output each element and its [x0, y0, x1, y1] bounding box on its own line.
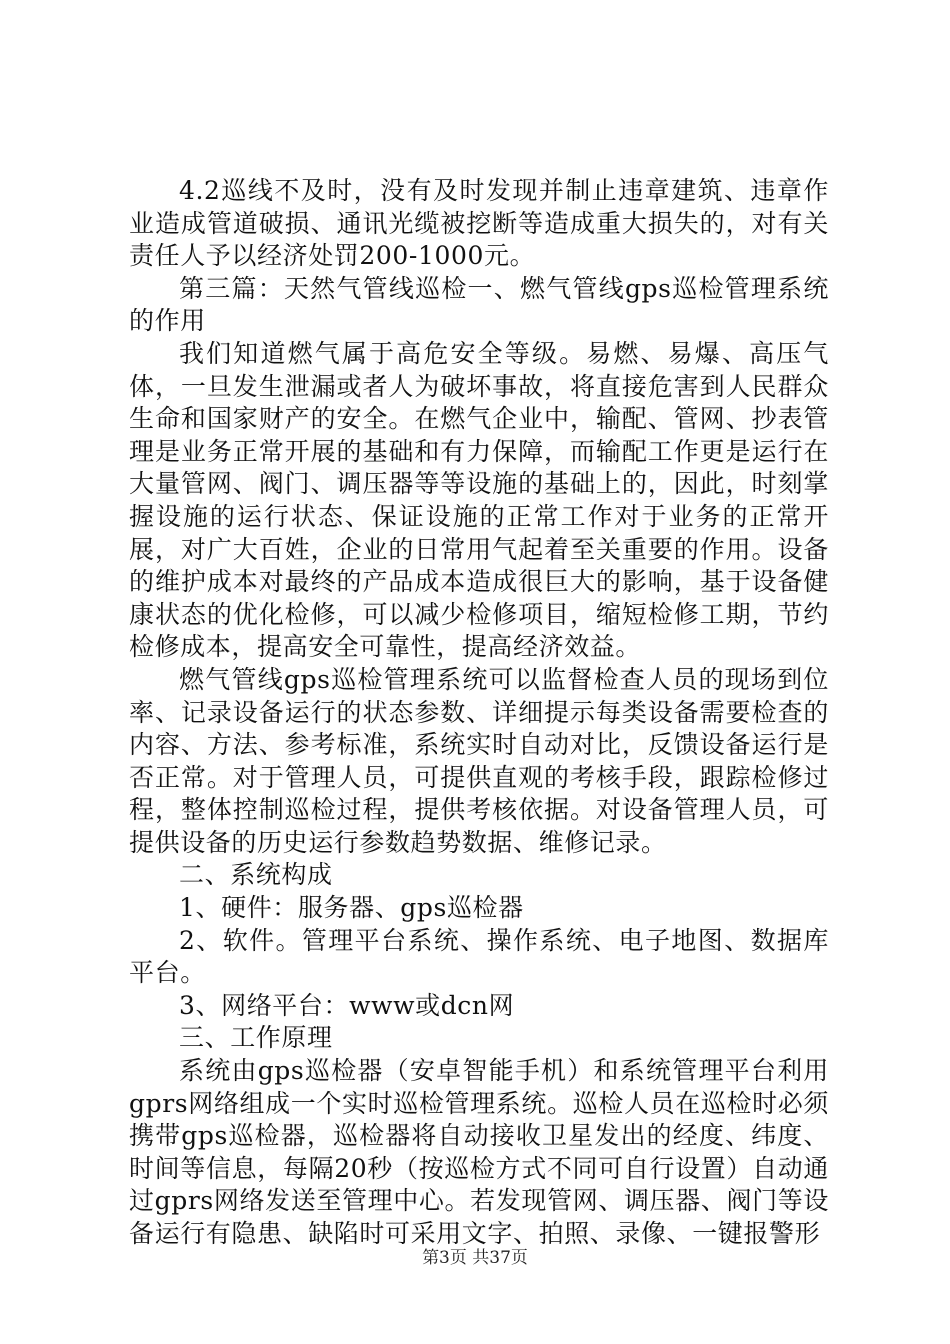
list-item-network: 3、网络平台：www或dcn网	[179, 990, 515, 1020]
list-item-software: 2、软件。管理平台系统、操作系统、电子地图、数据库平台。	[129, 925, 829, 988]
list-item-hardware: 1、硬件：服务器、gps巡检器	[179, 893, 524, 923]
paragraph-gas-safety: 我们知道燃气属于高危安全等级。易燃、易爆、高压气体，一旦发生泄漏或者人为破坏事故，将直接危害到人民群众生命和国家财产的安全。在燃气企业中，输配、管网、抄表管理是业务正常开展的基础和有力保障，而输配工作更是运行在大量管网、阀门、调压器等等设施的基础上的，因此，时刻掌握设施的运行状态、保证设施的正常工作对于业务的正常开展，对广大百姓，企业的日常用气起着至关重要的作用。设备的维护成本对最终的产品成本造成很巨大的影响，基于设备健康状态的优化检修，可以减少检修项目，缩短检修工期，节约检修成本，提高安全可靠性，提高经济效益。	[129, 338, 829, 662]
page-footer: 第3页 共37页	[422, 1248, 528, 1268]
heading-working-principle: 三、工作原理	[179, 1023, 333, 1053]
paragraph-section-title: 第三篇：天然气管线巡检一、燃气管线gps巡检管理系统的作用	[129, 273, 829, 336]
paragraph-working-principle: 系统由gps巡检器（安卓智能手机）和系统管理平台利用gprs网络组成一个实时巡检管理系统。巡检人员在巡检时必须携带gps巡检器，巡检器将自动接收卫星发出的经度、纬度、时间等信息，每隔20秒（按巡检方式不同可自行设置）自动通过gprs网络发送至管理中心。若发现管网、调压器、阀门等设备运行有隐患、缺陷时可采用文字、拍照、录像、一键报警形	[129, 1056, 829, 1248]
paragraph-system-function: 燃气管线gps巡检管理系统可以监督检查人员的现场到位率、记录设备运行的状态参数、详细提示每类设备需要检查的内容、方法、参考标准，系统实时自动对比，反馈设备运行是否正常。对于管理人员，可提供直观的考核手段，跟踪检修过程，整体控制巡检过程，提供考核依据。对设备管理人员，可提供设备的历史运行参数趋势数据、维修记录。	[129, 664, 829, 857]
heading-system-composition: 二、系统构成	[179, 860, 333, 890]
paragraph-penalty-clause: 4.2巡线不及时，没有及时发现并制止违章建筑、违章作业造成管道破损、通讯光缆被挖断等造成重大损失的，对有关责任人予以经济处罚200-1000元。	[129, 176, 829, 271]
document-body	[129, 175, 829, 1251]
